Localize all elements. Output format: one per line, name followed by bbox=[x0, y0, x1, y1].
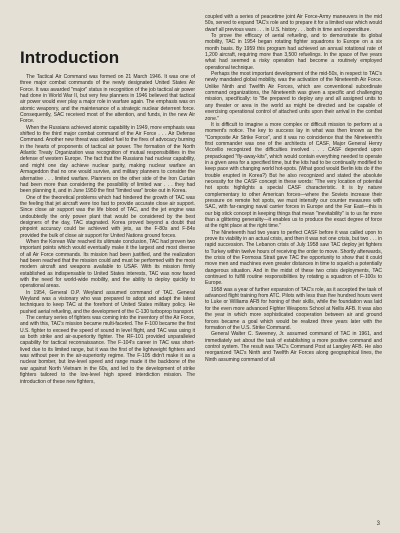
paragraph: coupled with a series of peacetime joint Air Force-Army maneuvers in the mid 50s, served to expand TAC's role and to prepare it for a limited war which would dwarf all previous wars . . . in U.S. history . . . both in time and expenditure. bbox=[205, 14, 382, 33]
paragraph: One of the theoretical problems which had hindered the growth of TAC was the feeling that jet aircraft were too fast to provide accurate close air support. Since close air support was the life blood of TAC, and the jet engine was undoubtedly the only power plant that would be considered by the best designers of the day, TAC stagnated. Korea proved beyond a doubt that pinpoint accuracy could be achieved with jets, as the F-80s and F-84s provided the bulk of close air support for United Nations ground forces. bbox=[20, 194, 195, 239]
page-number: 3 bbox=[376, 521, 380, 527]
paragraph: The Tactical Air Command was formed on 21 March 1946. It was one of three major combat commands of the newly designated United States Air Force. It was awarded "major" status in recognition of the job tactical air power had done in World War II, but very few planners in 1946 believed that tactical air power would ever play a major role in warfare again. The emphasis was on atomic weaponry, and the maintenance of a strategic nuclear deterrent force. Consequently, SAC received most of the attention, and funds, in the new Air Force. bbox=[20, 74, 195, 125]
paragraph: When the Russians achieved atomic capability in 1949, more emphasis was shifted to the third major combat command of the Air Force . . . Air Defense Command. Another new threat was added fuel to the fires of advocacy burning in the hearts of proponents of tactical air power. The formation of the North Atlantic Treaty Organization was recognition of mutual responsibilities in the defense of western Europe. The fact that the Russians had nuclear capability, and might one day achieve nuclear parity, making nuclear warfare an Armageddon that no one would survive, and military planners to consider the alternative . . . limited warfare. Planners on the other side of the Iron Curtain had been more than considering the possibility of limited war . . . they had been planning it, and in June 1950 the first "limited war" broke out in Korea. bbox=[20, 124, 195, 195]
paragraph: To prove the efficacy of aerial refueling, and to demonstrate its global mobility, TAC in 1954 began rotating fighter squadrons to Europe on a six month basis. By 1959 this program had achieved an annual rotational rate of 1,200 aircraft, requiring more than 3,500 refuelings. In the space of five years what had seemed a risky operation had become a routinely employed operational technique. bbox=[205, 33, 382, 71]
paragraph: It is difficult to imagine a more complex or difficult mission to perform at a moment's notice. The key to success lay in what was then known as the "Composite Air Strike Force", and it was no coincidence that the Nineteenth's first commander was one of the architects of CASF, Major General Henry Viccellio recognized the difficulties involved . . . CASF depended upon prepackaged "fly-away-kits", which would contain everything needed to operate in a given area for a specified time, but the kits had to be continually modified to keep pace with changing world hot-spots. (What good would Berlin kits do if the trouble erupted in Korea?) But he also recognized and stated the absolute necessity for the CASF concept in these words: "The very location of potential hot spots highlights a special CASF characteristic. It is by nature complementary to other American forces—where the Soviets increase their pressure on remote hot spots, we must intensify our counter measures with SAC, with far-ranging naval carrier forces in Europe and the Far East—this is our big stick concept in keeping things that mean "inevitability" is to us far more than a glittering generality—it enables us to produce the exact degree of force at the right place at the right time." bbox=[205, 121, 382, 230]
right-text-column bbox=[205, 14, 382, 519]
page-title: Introduction bbox=[20, 48, 120, 67]
left-text-column bbox=[20, 74, 195, 519]
paragraph: The century series of fighters was coming into the inventory of the Air Force, and with this, TAC's mission became multi-faceted. The F-100 became the first U.S. fighter to exceed the speed of sound in level flight, and TAC was using it as both strike and air-superiority fighter. The RF-101 provided unparalleled capability for tactical reconnaissance. The F-104's career in TAC was short-lived due to its limited range, but it was the first of the lightweight fighters and was without peer in the air-superiority regime. The F-105 didn't make it as a nuclear bomber, but low-level speed and range made it the backbone of the war against North Vietnam in the 60s, and led to the development of strike fighters tailored to the low-level high speed interdiction mission. The introduction of these new fighters, bbox=[20, 315, 195, 385]
paragraph: The Nineteenth had two years to perfect CASF before it was called upon to prove its viability in an actual crisis, and then it was not one crisis, but two . . . in rapid succession. The Lebanon crisis of July 1958 saw TAC deploy jet fighters to Turkey within twelve hours of receiving the order to move. Shortly afterwards, the crisis of the Formosa Strait gave TAC the opportunity to show that it could move men and machines even greater distances in time to squelch a potentially dangerous situation. And in the midst of these two crisis deployments, TAC continued to fulfill routine responsibilities by rotating a squadron of F-100s to Europe. bbox=[205, 229, 382, 287]
paragraph: When the Korean War reached its ultimate conclusion, TAC had proven two important points which would eventually make it the largest and most diverse of all Air Force commands. Its mission had been justified, and the realization had been reached that the mission could and must be performed with the most modern aircraft and weapons available to USAF. With its mission firmly established as indispensable to United States interests, TAC was now faced with the need for world-wide mobility, and the ability to deploy quickly to operational areas. bbox=[20, 238, 195, 290]
paragraph: 1958 was a year of further expansion of TAC's role, as it accepted the task of advanced flight training from ATC. Pilots with less than five hundred hours went to Luke or Williams AFB for honing of their skills, while the foundation was laid for the even more advanced Fighter Weapons School at Nellis AFB. It was also the year in which more sophisticated cooperation between air and ground forces became a goal which would be realized three years later with the formation of the U.S. Strike Command. bbox=[205, 286, 382, 331]
paragraph: General Walter C. Sweeney, Jr. assumed command of TAC in 1961, and immediately set about the task of establishing a more positive command and control system. The result was TAC's Command Post at Langley AFB. He also reorganized TAC's Ninth and Twelfth Air Forces along geographical lines, the Ninth assuming command of all bbox=[205, 331, 382, 363]
paragraph: In 1954, General O.P. Weyland assumed command of TAC. General Weyland was a visionary who was prepared to adopt and adapt the latest techniques to keep TAC at the forefront of United States military policy. He pushed aerial refueling, and the development of the C-130 turboprop transport. bbox=[20, 289, 195, 315]
paragraph: Perhaps the most important development of the mid-50s, in respect to TAC's newly mandated global mobility, was the activation of the Nineteenth Air Force. Unlike Ninth and Twelfth Air Forces, which are conventional subordinate command organizations, the Nineteenth was given a specific and challenging mission, specifically: to "Be prepared to deploy any and all assigned units to any theater or area in the world as might be directed and be capable of exercising operational control of attached units upon their arrival in the combat zone." bbox=[205, 71, 382, 122]
